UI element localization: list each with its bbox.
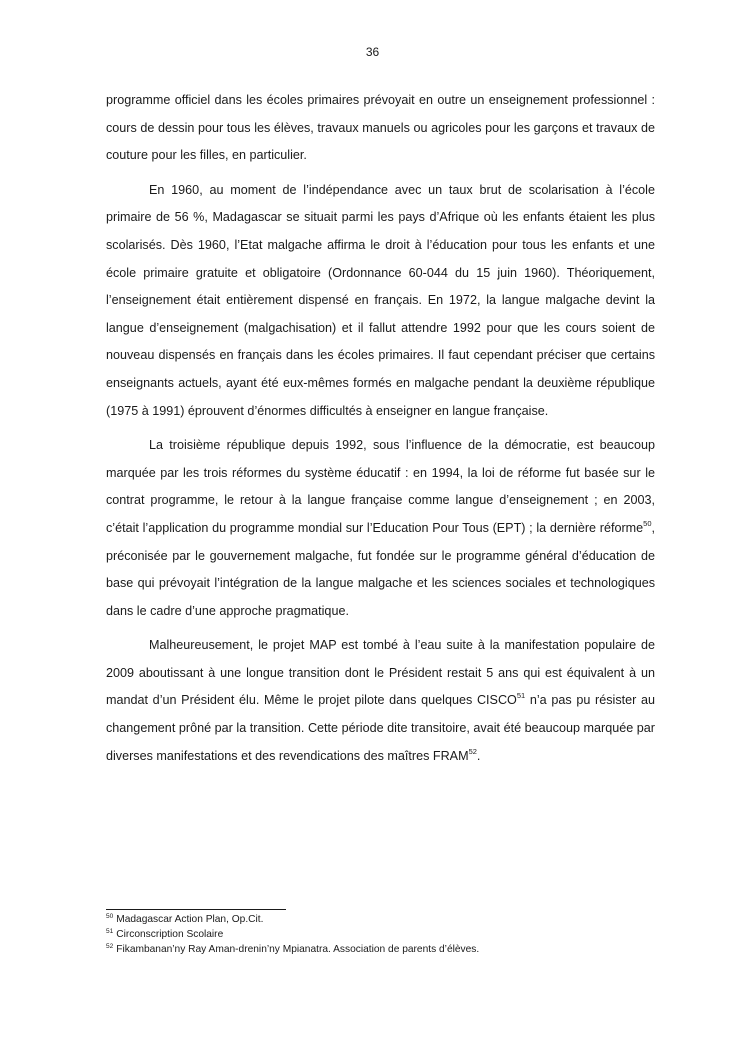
footnote-51 — [106, 927, 655, 942]
footnote-ref-51[interactable]: 51 — [516, 691, 526, 701]
footnote-separator — [106, 909, 286, 910]
footnote-number: 51 — [106, 928, 114, 935]
body-text — [106, 87, 655, 770]
paragraph-4 — [106, 632, 655, 770]
footnote-50 — [106, 912, 655, 927]
footnote-text: Circonscription Scolaire — [116, 929, 224, 940]
paragraph-4-text-b: n’a pas pu résister au changement prôné par la transition. Cette période dite transitoire, avait été beaucoup marquée par diverses manifestations et des revendications des maîtres FRAM — [106, 693, 655, 763]
paragraph-1: programme officiel dans les écoles primaires prévoyait en outre un enseignement professionnel : cours de dessin pour tous les élèves, travaux manuels ou agricoles pour les garçons et travaux de couture pour les filles, en particulier. — [106, 93, 655, 163]
paragraph-2: En 1960, au moment de l’indépendance avec un taux brut de scolarisation à l’école primaire de 56 %, Madagascar se situait parmi les pays d’Afrique où les enfants étaient les plus scolarisés. Dès 1960, l’Etat malgache affirma le droit à l’éducation pour tous les enfants et une école primaire gratuite et obligatoire (Ordonnance 60-044 du 15 juin 1960). Théoriquement, l’enseignement était entièrement dispensé en français. En 1972, la langue malgache devint la langue d’enseignement (malgachisation) et il fallut attendre 1992 pour que les cours soient de nouveau dispensés en français dans les écoles primaires. Il faut cependant préciser que certains enseignants actuels, ayant été eux-mêmes formés en malgache pendant la deuxième république (1975 à 1991) éprouvent d’énormes difficultés à enseigner en langue française. — [106, 182, 655, 418]
paragraph-4-text-a: Malheureusement, le projet MAP est tombé à l’eau suite à la manifestation populaire de 2009 aboutissant à une longue transition dont le Président restait 5 ans qui est équivalent à un mandat d’un Président élu. Même le projet pilote dans quelques CISCO — [106, 638, 655, 708]
page-number: 36 — [365, 45, 380, 59]
footnote-number: 52 — [106, 943, 114, 950]
footnotes — [106, 912, 655, 957]
footnote-text: Fikambanan’ny Ray Aman-drenin’ny Mpianatra. Association de parents d’élèves. — [116, 944, 480, 955]
paragraph-3 — [106, 432, 655, 625]
footnote-ref-52[interactable]: 52 — [468, 746, 477, 756]
footnote-ref-50[interactable]: 50 — [643, 518, 652, 528]
paragraph-3-text-b: , préconisée par le gouvernement malgache, fut fondée sur le programme général d’éducation de base qui prévoyait l’intégration de la langue malgache et les sciences sociales et technologiques dans le cadre d’une approche pragmatique. — [106, 520, 655, 618]
footnote-text: Madagascar Action Plan, Op.Cit. — [116, 914, 264, 925]
footnote-52 — [106, 942, 655, 957]
paragraph-3-text-a: La troisième république depuis 1992, sous l’influence de la démocratie, est beaucoup marquée par les trois réformes du système éducatif : en 1994, la loi de réforme fut basée sur le contrat programme, le retour à la langue française comme langue d’enseignement ; en 2003, c’était l’application du programme mondial sur l’Education Pour Tous (EPT) ; la dernière réforme — [106, 438, 655, 535]
footnote-number: 50 — [106, 913, 114, 920]
paragraph-4-text-c: . — [476, 748, 481, 763]
